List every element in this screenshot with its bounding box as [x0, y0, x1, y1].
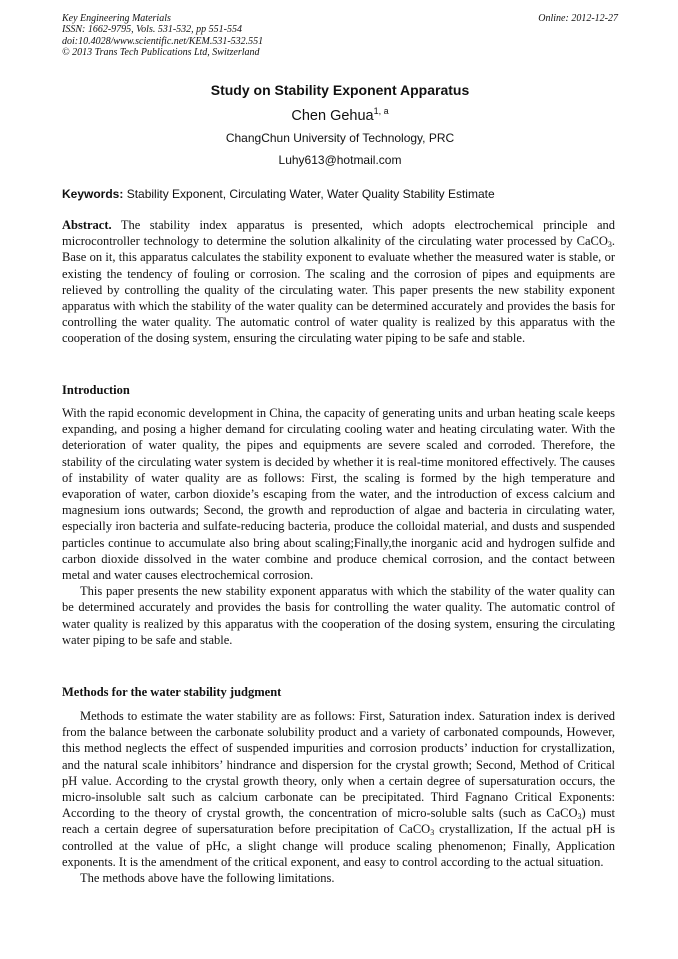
methods-text-c: crystallization, If the actual pH is controlled at the value of pHc, a slight change will produce scaling phenomenon; Finally, Application exponents. It is the amendment of the critical exponent, and easy to control according to the actual situation. — [62, 822, 615, 869]
keywords-line — [62, 187, 618, 201]
affiliation: ChangChun University of Technology, PRC — [225, 131, 455, 145]
author-email: Luhy613@hotmail.com — [278, 153, 402, 167]
methods-sub-2: 3 — [430, 828, 435, 838]
methods-body — [62, 708, 615, 886]
introduction-para-1: With the rapid economic development in China, the capacity of generating units and urban heating scale keeps expanding, and posing a higher demand for circulating cooling water and heating circulating water. With the deterioration of water quality, the pipes and equipments are severe scaled and corroded. Therefore, the stability of the circulating water system is decided by whether it is real-time monitored effectively. The causes of instability of water quality are as follows: First, the scaling is formed by the high temperature and evaporation of water, carbon dioxide’s escaping from the water, and the introduction of excess calcium and magnesium ions outwards; Second, the growth and reproduction of algae and bacteria in circulating water, especially iron bacteria and sulfate-reducing bacteria, produce the colloidal material, and dusts and suspended particles continue to accumulate also bring about scaling;Finally,the inorganic acid and hydrogen sulfide and carbon dioxide dissolved in the water combine and produce chemical corrosion, and the contact between metal and water causes electrochemical corrosion. — [62, 406, 615, 583]
methods-para-2: The methods above have the following limitations. — [80, 871, 335, 886]
author-name: Chen Gehua — [291, 108, 374, 124]
abstract-sub: 3 — [607, 240, 612, 250]
journal-name: Key Engineering Materials — [62, 13, 171, 24]
author-superscript: 1, a — [373, 106, 389, 116]
introduction-body — [62, 405, 615, 648]
methods-text-b: ) must reach a certain degree of supersaturation before precipitation of CaCO — [62, 806, 615, 837]
abstract-text-2: . Base on it, this apparatus calculates the stability exponent to evaluate whether the measured water is stable, or existing the tendency of fouling or corrosion. The scaling and the corrosion of pipes and equipments are relieved by controlling the quality of the circulating water. This paper presents the new stability exponent apparatus with which the stability of the water quality can be determined accurately and provides the basis for controlling the water quality. The automatic control of water quality is realized by this apparatus with the cooperation of the dosing system, ensuring the circulating water piping to be safe and stable. — [62, 234, 615, 346]
doi-line: doi:10.4028/www.scientific.net/KEM.531-532.551 — [62, 35, 264, 47]
abstract — [62, 217, 615, 347]
keywords-label: Keywords: — [62, 187, 124, 201]
copyright-line: © 2013 Trans Tech Publications Ltd, Switzerland — [62, 47, 260, 59]
methods-heading: Methods for the water stability judgment — [62, 685, 282, 699]
keywords-text: Stability Exponent, Circulating Water, Water Quality Stability Estimate — [126, 187, 495, 201]
author-line — [62, 106, 618, 124]
methods-sub-1: 3 — [577, 812, 582, 822]
introduction-para-2: This paper presents the new stability exponent apparatus with which the stability of the water quality can be determined accurately and provides the basis for controlling the water quality. The automatic control of water quality is realized by this apparatus with the cooperation of the dosing system, ensuring the circulating water piping to be safe and stable. — [62, 584, 615, 647]
abstract-text-1: The stability index apparatus is presented, which adopts electrochemical principle and microcontroller technology to determine the solution alkalinity of the circulating water processed by CaCO — [62, 218, 615, 249]
methods-text-a: Methods to estimate the water stability are as follows: First, Saturation index. Saturation index is derived from the balance between the carbonate solubility product and a variety of carbonated compounds, However, this method neglects the effect of suspended impurities and corrosion products’ induction for crystallization, and the natural scale inhibitors’ hindrance and dispersion for the crystal growth; Second, Method of Critical pH value. According to the crystal growth theory, only when a certain degree of supersaturation occurs, the micro-insoluble salt such as calcium carbonate can be precipitated. Third Fagnano Critical Exponents: According to the theory of crystal growth, the concentration of micro-soluble salts (such as CaCO — [62, 709, 615, 821]
paper-title: Study on Stability Exponent Apparatus — [210, 82, 470, 98]
methods-para-1 — [62, 708, 615, 870]
introduction-heading: Introduction — [62, 383, 130, 397]
journal-header — [62, 13, 618, 59]
issn-line: ISSN: 1662-9795, Vols. 531-532, pp 551-554 — [62, 24, 242, 36]
abstract-label: Abstract. — [62, 218, 112, 232]
online-date: Online: 2012-12-27 — [538, 13, 618, 24]
